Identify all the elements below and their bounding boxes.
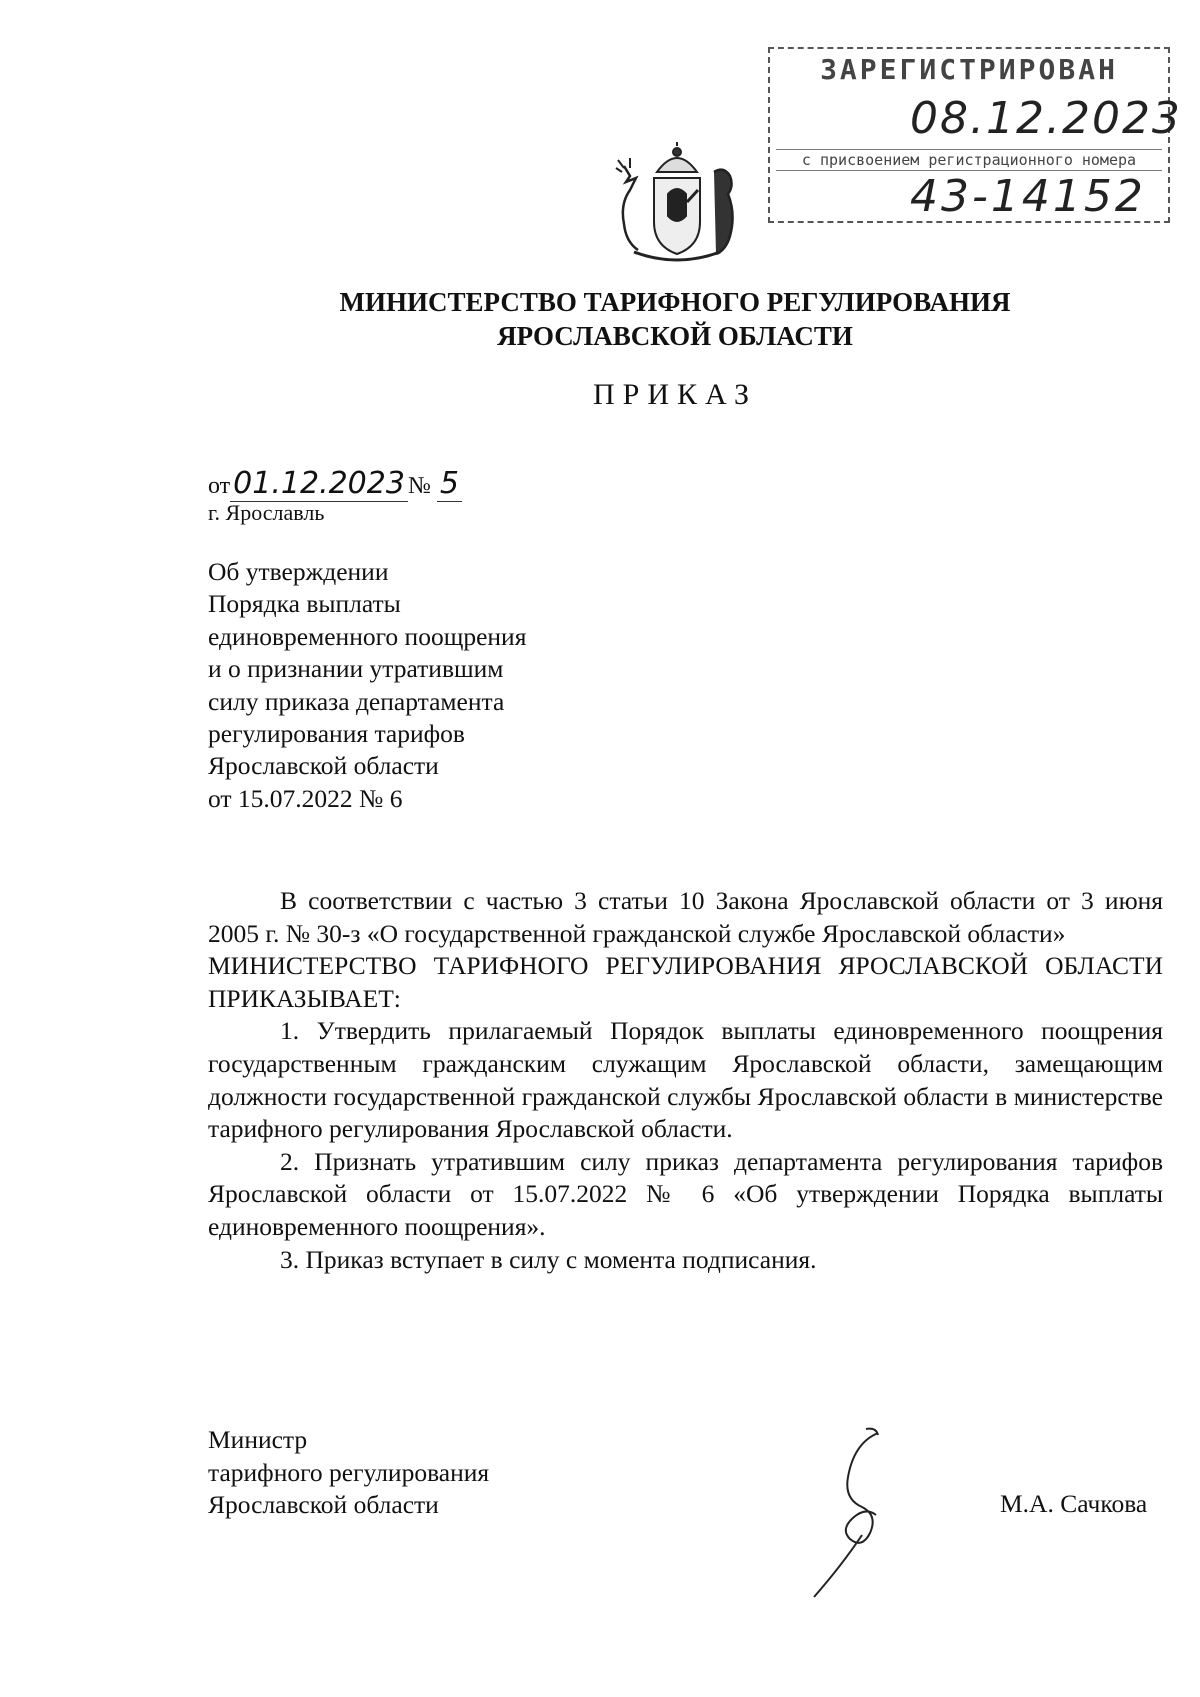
order-number: 5 [437, 466, 462, 502]
date-prefix: от [208, 473, 231, 499]
registration-stamp [768, 47, 1182, 223]
subject-line: и о признании утратившим [208, 654, 504, 684]
signatory-title-line: Министр [208, 1425, 308, 1454]
handwritten-signature [800, 1425, 920, 1600]
order-subject [208, 556, 648, 815]
subject-line: Об утверждении [208, 557, 389, 586]
order-city: г. Ярославль [208, 500, 325, 525]
ministry-name [200, 285, 1150, 353]
stamp-title: ЗАРЕГИСТРИРОВАН [820, 53, 1118, 86]
stamp-note: с присвоением регистрационного номера [776, 149, 1162, 171]
subject-line: единовременного поощрения [208, 621, 527, 651]
signatory-title-line: Ярославской области [208, 1490, 439, 1520]
subject-line: регулирования тарифов [208, 719, 465, 749]
preamble-paragraph: В соответствии с частью 3 статьи 10 Закона Ярославской области от 3 июня 2005 г. № 30-з «О государственной гражданской службе Ярославской области» [208, 886, 1163, 948]
coat-of-arms-icon [612, 142, 742, 268]
order-date-line [208, 466, 462, 501]
signatory-title-line: тарифного регулирования [208, 1457, 490, 1487]
subject-line: Ярославской области [208, 751, 439, 781]
signatory-name: М.А. Сачкова [1000, 1489, 1148, 1518]
ministry-name-line1: МИНИСТЕРСТВО ТАРИФНОГО РЕГУЛИРОВАНИЯ [339, 287, 1011, 317]
subject-line: Порядка выплаты [208, 589, 401, 619]
order-date: 01.12.2023 [230, 466, 408, 502]
order-body [208, 885, 1163, 1276]
order-item: 3. Приказ вступает в силу с момента подписания. [280, 1244, 817, 1274]
subject-line: от 15.07.2022 № 6 [208, 783, 403, 813]
stamp-registration-number: 43-14152 [910, 171, 1146, 222]
subject-line: силу приказа департамента [208, 686, 505, 716]
orders-paragraph: МИНИСТЕРСТВО ТАРИФНОГО РЕГУЛИРОВАНИЯ ЯРОСЛАВСКОЙ ОБЛАСТИ ПРИКАЗЫВАЕТ: [208, 951, 1163, 1013]
number-prefix: № [407, 473, 431, 499]
order-item: 1. Утвердить прилагаемый Порядок выплаты единовременного поощрения государственным гражданским служащим Ярославской области, замещающим должности государственной гражданской службы Ярославской области в министерстве тарифного регулирования Ярославской области. [208, 1016, 1163, 1144]
stamp-date: 08.12.2023 [910, 93, 1182, 144]
order-item: 2. Признать утратившим силу приказ департамента регулирования тарифов Ярославской области от 15.07.2022 № 6 «Об утверждении Порядка выплаты единовременного поощрения». [208, 1146, 1163, 1241]
signatory-title [208, 1424, 489, 1522]
ministry-name-line2: ЯРОСЛАВСКОЙ ОБЛАСТИ [497, 321, 853, 351]
document-type: ПРИКАЗ [593, 378, 757, 411]
